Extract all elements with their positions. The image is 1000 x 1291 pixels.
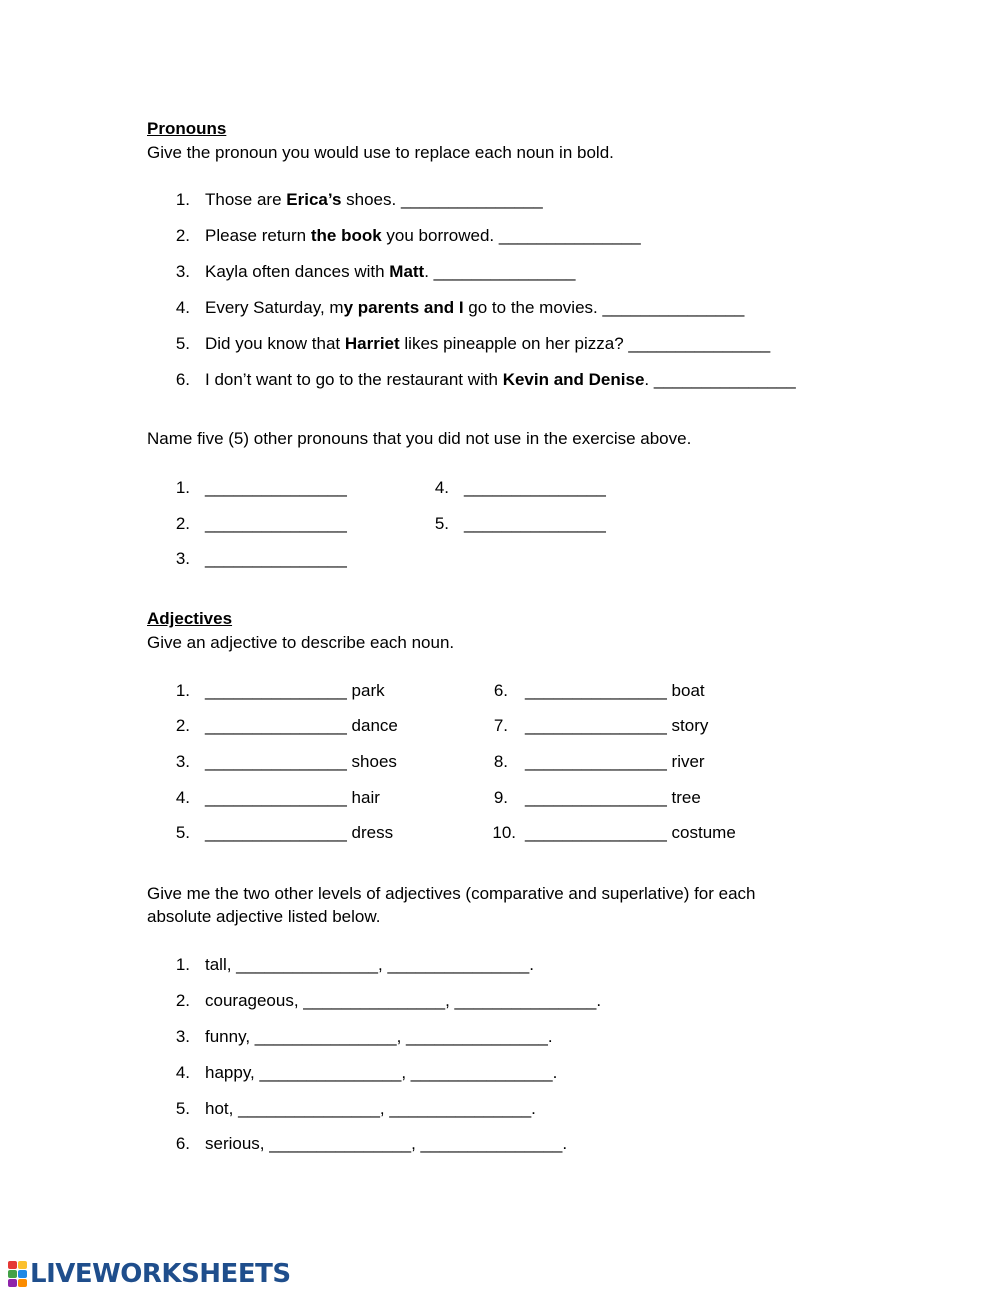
item-number: 3.	[175, 1027, 190, 1046]
item-number: 9.	[493, 788, 508, 807]
item-number: 1.	[175, 478, 190, 497]
item-number: 5.	[175, 334, 190, 353]
levels-blank[interactable]: happy, _______________, _______________.	[205, 1063, 558, 1082]
item-number: 8.	[493, 752, 508, 771]
answer-blank[interactable]: . _______________	[424, 262, 576, 281]
answer-blank[interactable]: go to the movies. _______________	[463, 298, 745, 317]
logo-text: LIVEWORKSHEETS	[30, 1259, 291, 1289]
adjective-blank[interactable]: _______________ dance	[205, 716, 398, 735]
answer-blank[interactable]: _______________	[464, 514, 606, 533]
bold-noun: Harriet	[344, 334, 400, 353]
item-number: 2.	[175, 514, 190, 533]
answer-blank[interactable]: . _______________	[644, 370, 796, 389]
answer-blank[interactable]: likes pineapple on her pizza? _______________	[399, 334, 771, 353]
answer-blank[interactable]: _______________	[205, 478, 347, 497]
adjective-blank[interactable]: _______________ park	[205, 681, 385, 700]
item-text: Did you know that	[205, 334, 345, 353]
item-text: Every Saturday, m	[205, 298, 344, 317]
adjective-blank[interactable]: _______________ boat	[525, 681, 705, 700]
levels-blank[interactable]: serious, _______________, _______________.	[205, 1134, 568, 1153]
item-number: 3.	[175, 549, 190, 568]
item-number: 5.	[175, 1099, 190, 1118]
item-number: 1.	[175, 955, 190, 974]
adjective-blank[interactable]: _______________ hair	[205, 788, 380, 807]
item-number: 3.	[175, 262, 190, 281]
item-number: 5.	[434, 514, 449, 533]
bold-noun: y parents and I	[343, 298, 464, 317]
liveworksheets-logo[interactable]	[8, 1259, 291, 1289]
item-text: Please return	[205, 226, 311, 245]
item-number: 2.	[175, 991, 190, 1010]
levels-instruction-line-1: Give me the two other levels of adjectives (comparative and superlative) for each	[147, 884, 756, 903]
pronouns-heading: Pronouns	[147, 119, 227, 138]
adjective-blank[interactable]: _______________ shoes	[205, 752, 397, 771]
item-number: 6.	[175, 370, 190, 389]
item-number: 7.	[493, 716, 508, 735]
bold-noun: Kevin and Denise	[502, 370, 645, 389]
adjective-blank[interactable]: _______________ tree	[525, 788, 701, 807]
adjective-blank[interactable]: _______________ river	[525, 752, 705, 771]
item-number: 3.	[175, 752, 190, 771]
item-number: 4.	[175, 788, 190, 807]
adjective-blank[interactable]: _______________ story	[525, 716, 709, 735]
answer-blank[interactable]: shoes. _______________	[341, 190, 543, 209]
item-number: 10.	[492, 823, 516, 842]
adjective-blank[interactable]: _______________ dress	[205, 823, 394, 842]
adjective-blank[interactable]: _______________ costume	[525, 823, 736, 842]
levels-blank[interactable]: courageous, _______________, _______________.	[205, 991, 602, 1010]
levels-blank[interactable]: tall, _______________, _______________.	[205, 955, 534, 974]
bold-noun: Matt	[389, 262, 425, 281]
item-number: 6.	[493, 681, 508, 700]
item-number: 1.	[175, 681, 190, 700]
item-text: I don’t want to go to the restaurant with	[205, 370, 503, 389]
bold-noun: Erica’s	[286, 190, 342, 209]
adjectives-heading: Adjectives	[147, 609, 233, 628]
item-number: 4.	[175, 1063, 190, 1082]
item-number: 5.	[175, 823, 190, 842]
pronouns-instruction: Give the pronoun you would use to replace each noun in bold.	[147, 143, 614, 162]
item-number: 2.	[175, 716, 190, 735]
item-number: 1.	[175, 190, 190, 209]
answer-blank[interactable]: you borrowed. _______________	[381, 226, 641, 245]
item-number: 6.	[175, 1134, 190, 1153]
item-text: Kayla often dances with	[205, 262, 390, 281]
bold-noun: the book	[310, 226, 382, 245]
adjectives-instruction: Give an adjective to describe each noun.	[147, 633, 455, 652]
item-number: 4.	[175, 298, 190, 317]
levels-blank[interactable]: hot, _______________, _______________.	[205, 1099, 536, 1118]
other-pronouns-instruction: Name five (5) other pronouns that you did not use in the exercise above.	[147, 429, 692, 448]
item-number: 4.	[434, 478, 449, 497]
logo-blocks-icon	[8, 1261, 28, 1287]
levels-instruction-line-2: absolute adjective listed below.	[147, 907, 381, 926]
item-text: Those are	[205, 190, 287, 209]
levels-blank[interactable]: funny, _______________, _______________.	[205, 1027, 553, 1046]
item-number: 2.	[175, 226, 190, 245]
answer-blank[interactable]: _______________	[464, 478, 606, 497]
answer-blank[interactable]: _______________	[205, 514, 347, 533]
answer-blank[interactable]: _______________	[205, 549, 347, 568]
